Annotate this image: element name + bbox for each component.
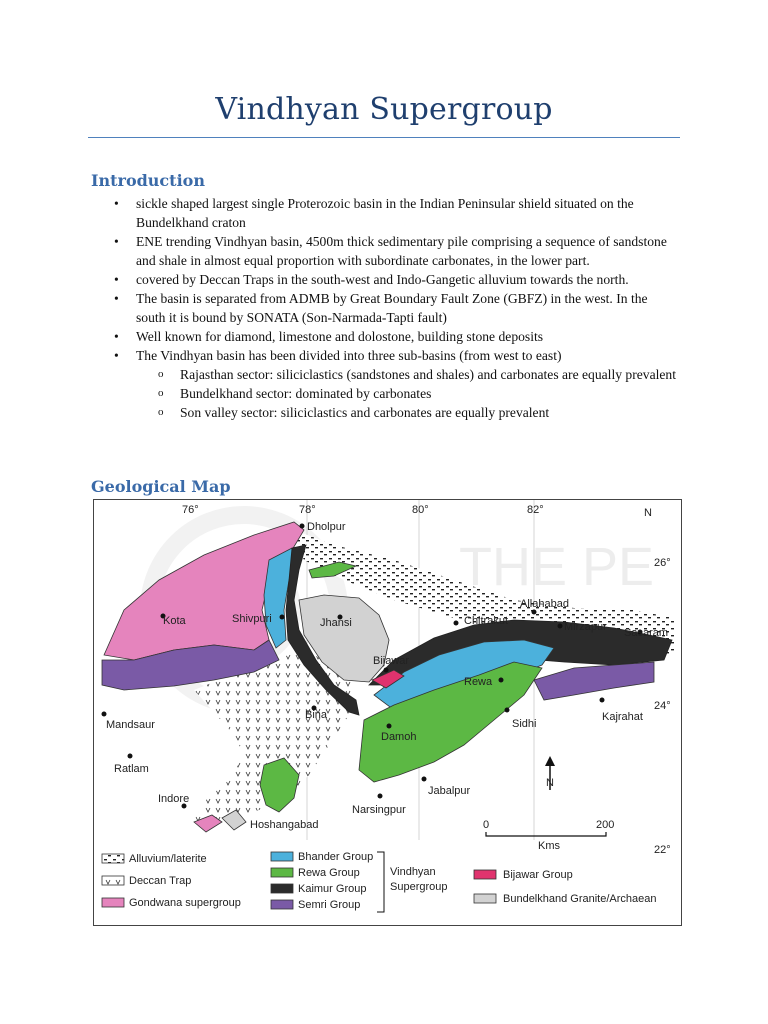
place-allahabad: Allahabad — [520, 598, 569, 610]
place-dholpur: Dholpur — [307, 521, 346, 533]
bullet-item: • Well known for diamond, limestone and dolostone, building stone deposits — [114, 329, 544, 344]
sub-basin-list — [136, 365, 678, 422]
place-ratlam: Ratlam — [114, 763, 149, 775]
svg-text:0: 0 — [483, 819, 490, 831]
bullet-icon: • — [114, 234, 119, 249]
place-hoshangabad: Hoshangabad — [250, 819, 319, 831]
legend-bundelkhand: Bundelkhand Granite/Archaean — [503, 893, 657, 905]
svg-text:N: N — [546, 777, 554, 789]
introduction-heading: Introduction — [91, 171, 205, 190]
svg-text:22°: 22° — [654, 844, 671, 856]
legend-bhander: Bhander Group — [298, 851, 374, 863]
svg-text:Kms: Kms — [538, 840, 560, 852]
place-mirzapur: Mirzapur — [564, 621, 607, 633]
svg-text:82°: 82° — [527, 504, 544, 516]
place-indore: Indore — [158, 793, 190, 805]
scale-bar — [483, 819, 614, 852]
place-chitrakut: Chitrakut — [464, 615, 509, 627]
place-sasaram: Sasaram — [624, 627, 669, 639]
bullet-icon: • — [114, 291, 119, 306]
latitude-labels — [654, 557, 671, 856]
place-jhansi: Jhansi — [320, 617, 352, 629]
place-narsingpur: Narsingpur — [352, 804, 406, 816]
sub-bullet-item: o Son valley sector: siliciclastics and carbonates are equally prevalent — [158, 405, 550, 420]
bullet-icon: • — [114, 196, 119, 211]
place-kajrahat: Kajrahat — [602, 711, 643, 723]
svg-text:76°: 76° — [182, 504, 199, 516]
svg-text:24°: 24° — [654, 700, 671, 712]
north-arrow-icon — [545, 756, 555, 790]
bullet-item: • The Vindhyan basin has been divided into three sub-basins (from west to east) o Rajasthan sector: siliciclastics (sandstones and shales) and carbonates are equally prevalent o Bundelkhand sector: dominated by carbonates o Son valley sector: siliciclastics and carbonates are equally prevalent — [114, 348, 676, 420]
legend-gondwana: Gondwana supergroup — [129, 897, 241, 909]
sub-bullet-item: o Bundelkhand sector: dominated by carbonates — [158, 386, 432, 401]
semri-unit — [534, 662, 654, 700]
bullet-item: • The basin is separated from ADMB by Great Boundary Fault Zone (GBFZ) in the west. In the south it is bound by SONATA (Son-Narmada-Tapti fault) — [114, 291, 648, 325]
document-title: Vindhyan Supergroup — [215, 92, 553, 127]
svg-text:26°: 26° — [654, 557, 671, 569]
bullet-item: • sickle shaped largest single Proterozoic basin in the Indian Peninsular shield situated on the Bundelkhand craton — [114, 196, 634, 230]
legend-vindhyan-line2: Supergroup — [390, 881, 448, 893]
place-shivpuri: Shivpuri — [232, 613, 272, 625]
legend-rewa: Rewa Group — [298, 867, 360, 879]
sub-bullet-item: o Rajasthan sector: siliciclastics (sandstones and shales) and carbonates are equally prevalent — [158, 367, 676, 382]
bullet-icon: • — [114, 272, 119, 287]
place-mandsaur: Mandsaur — [106, 719, 155, 731]
circle-bullet-icon: o — [158, 368, 164, 380]
bullet-icon: • — [114, 348, 119, 363]
place-sidhi: Sidhi — [512, 718, 537, 730]
bullet-item: • covered by Deccan Traps in the south-west and Indo-Gangetic alluvium towards the north. — [114, 272, 629, 287]
place-bina: Bina — [305, 709, 328, 721]
place-damoh: Damoh — [381, 731, 417, 743]
geological-map-heading: Geological Map — [91, 477, 231, 496]
watermark-text: THE PE — [459, 537, 655, 597]
place-jabalpur: Jabalpur — [428, 785, 471, 797]
bullet-item: • ENE trending Vindhyan basin, 4500m thick sedimentary pile comprising a sequence of sandstone and shale in almost equal proportion with subordinate carbonates, in the lower part. — [114, 234, 667, 268]
legend-bijawar: Bijawar Group — [503, 869, 573, 881]
legend-deccan: Deccan Trap — [129, 875, 192, 887]
circle-bullet-icon: o — [158, 387, 164, 399]
legend-alluvium: Alluvium/laterite — [129, 853, 207, 865]
bullet-icon: • — [114, 329, 119, 344]
legend-kaimur: Kaimur Group — [298, 883, 367, 895]
map-legend — [102, 851, 657, 912]
svg-text:N: N — [644, 507, 652, 519]
place-bijawar: Bijawar — [373, 655, 410, 667]
geological-map — [93, 499, 682, 926]
svg-text:200: 200 — [596, 819, 615, 831]
svg-text:80°: 80° — [412, 504, 429, 516]
legend-vindhyan-line1: Vindhyan — [390, 866, 436, 878]
legend-semri: Semri Group — [298, 899, 361, 911]
place-kota: Kota — [163, 615, 186, 627]
introduction-bullet-list — [0, 194, 768, 422]
title-underline — [88, 137, 680, 138]
place-rewa: Rewa — [464, 676, 493, 688]
circle-bullet-icon: o — [158, 406, 164, 418]
svg-text:78°: 78° — [299, 504, 316, 516]
